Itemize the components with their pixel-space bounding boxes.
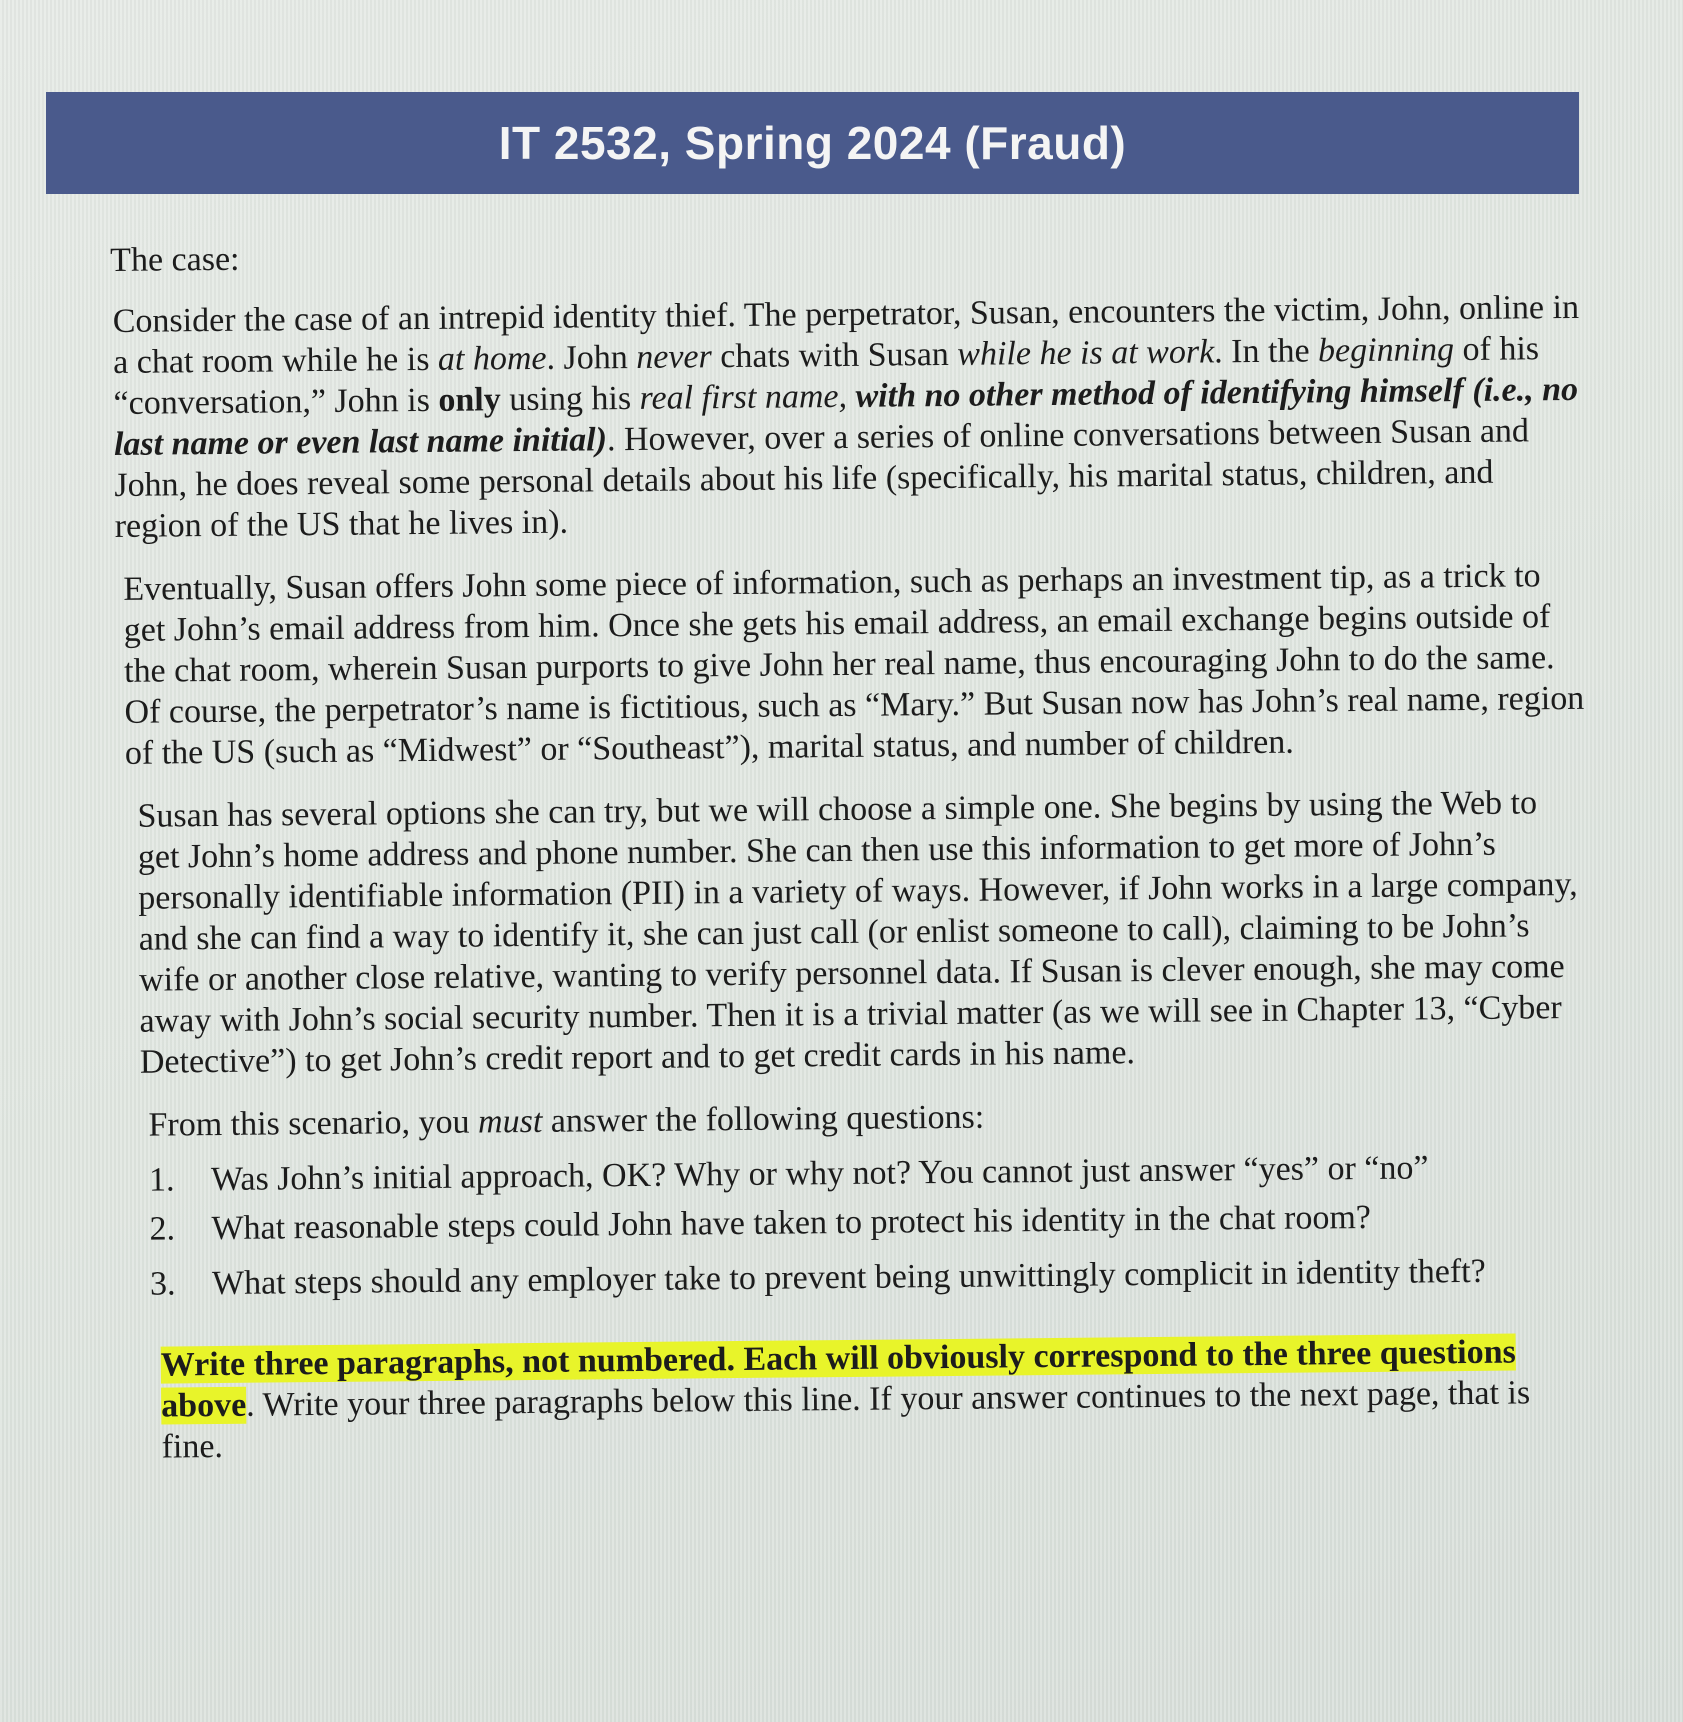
questions-intro <box>118 1091 1588 1146</box>
questions-intro-italic-must: must <box>477 1102 543 1141</box>
question-text: What reasonable steps could John have taken to protect his identity in the chat room? <box>211 1198 1372 1248</box>
questions-intro-text-3: answer the following questions: <box>542 1098 985 1140</box>
p1-italic-at-home: at home <box>437 339 547 378</box>
p1-text-11: using his <box>500 379 640 419</box>
question-item <box>149 1195 1589 1250</box>
case-label: The case: <box>110 240 240 279</box>
p1-text-3: . John <box>546 338 637 377</box>
p1-bold-only: only <box>438 381 501 419</box>
p1-text-1: Consider the case of an intrepid identity thief. The perpetrator, Susan, encounters the victim, John, online in a chat room while he is <box>112 288 1580 381</box>
document-title: IT 2532, Spring 2024 (Fraud) <box>498 117 1127 169</box>
instruction-rest: . Write your three paragraphs below this line. If your answer continues to the next page, that is fine. <box>161 1374 1531 1466</box>
document-body <box>110 226 1592 1502</box>
p1-text-7: . In the <box>1214 332 1319 371</box>
questions-intro-text-1: From this scenario, you <box>148 1103 479 1144</box>
question-text: Was John’s initial approach, OK? Why or why not? You cannot just answer “yes” or “no” <box>210 1149 1429 1199</box>
question-number: 2. <box>149 1210 176 1248</box>
p1-text-14: . However, over a series of online conversations between Susan and John, he does reveal some personal details about his life (specifically, his marital status, children, and region of the US that he lives in). <box>114 412 1530 545</box>
question-text: What steps should any employer take to prevent being unwittingly complicit in identity theft? <box>211 1252 1486 1303</box>
paragraph-susan-options: Susan has several options she can try, but we will choose a simple one. She begins by using the Web to get John’s home address and phone number. She can then use this information to get more of John’s personally identifiable information (PII) in a variety of ways. However, if John works in a large company, and she can find a way to identify it, she can just call (or enlist someone to call), claiming to be John’s wife or another close relative, wanting to verify personnel data. If Susan is clever enough, she may come away with John’s social security number. Then it is a trivial matter (as we will see in Chapter 13, “Cyber Detective”) to get John’s credit report and to get credit cards in his name. <box>137 784 1578 1081</box>
instruction-paragraph <box>121 1331 1592 1468</box>
question-number: 3. <box>149 1265 176 1303</box>
paragraph-email-exchange: Eventually, Susan offers John some piece of information, such as perhaps an investment tip, as a trick to get John’s email address from him. Once she gets his email address, an email exchange begins outside of the chat room, wherein Susan purports to give John her real name, thus encouraging John to do the same. Of course, the perpetrator’s name is fictitious, such as “Mary.” But Susan now has John’s real name, region of the US (such as “Midwest” or “Southeast”), marital status, and number of children. <box>123 557 1585 772</box>
p1-italic-beginning: beginning <box>1317 331 1455 370</box>
title-banner <box>46 92 1579 194</box>
question-number: 1. <box>148 1161 175 1199</box>
p1-bold-italic-no-other-method: with no other method of identifying himself (i.e., no last name or even last name initial) <box>113 370 1579 463</box>
paragraph-case-intro <box>111 287 1583 547</box>
p1-text-5: chats with Susan <box>711 335 958 376</box>
p1-italic-while-at-work: while he is at work <box>957 333 1215 373</box>
questions-list <box>119 1146 1590 1305</box>
question-item <box>150 1250 1590 1305</box>
question-item <box>149 1146 1589 1201</box>
p1-italic-never: never <box>636 338 712 376</box>
instruction-highlight: Write three paragraphs, not numbered. Each will obviously correspond to the three questions above <box>160 1333 1516 1425</box>
p1-text-9: of his “conversation,” John is <box>113 330 1540 422</box>
p1-italic-real-first-name: real first name, <box>639 377 856 417</box>
